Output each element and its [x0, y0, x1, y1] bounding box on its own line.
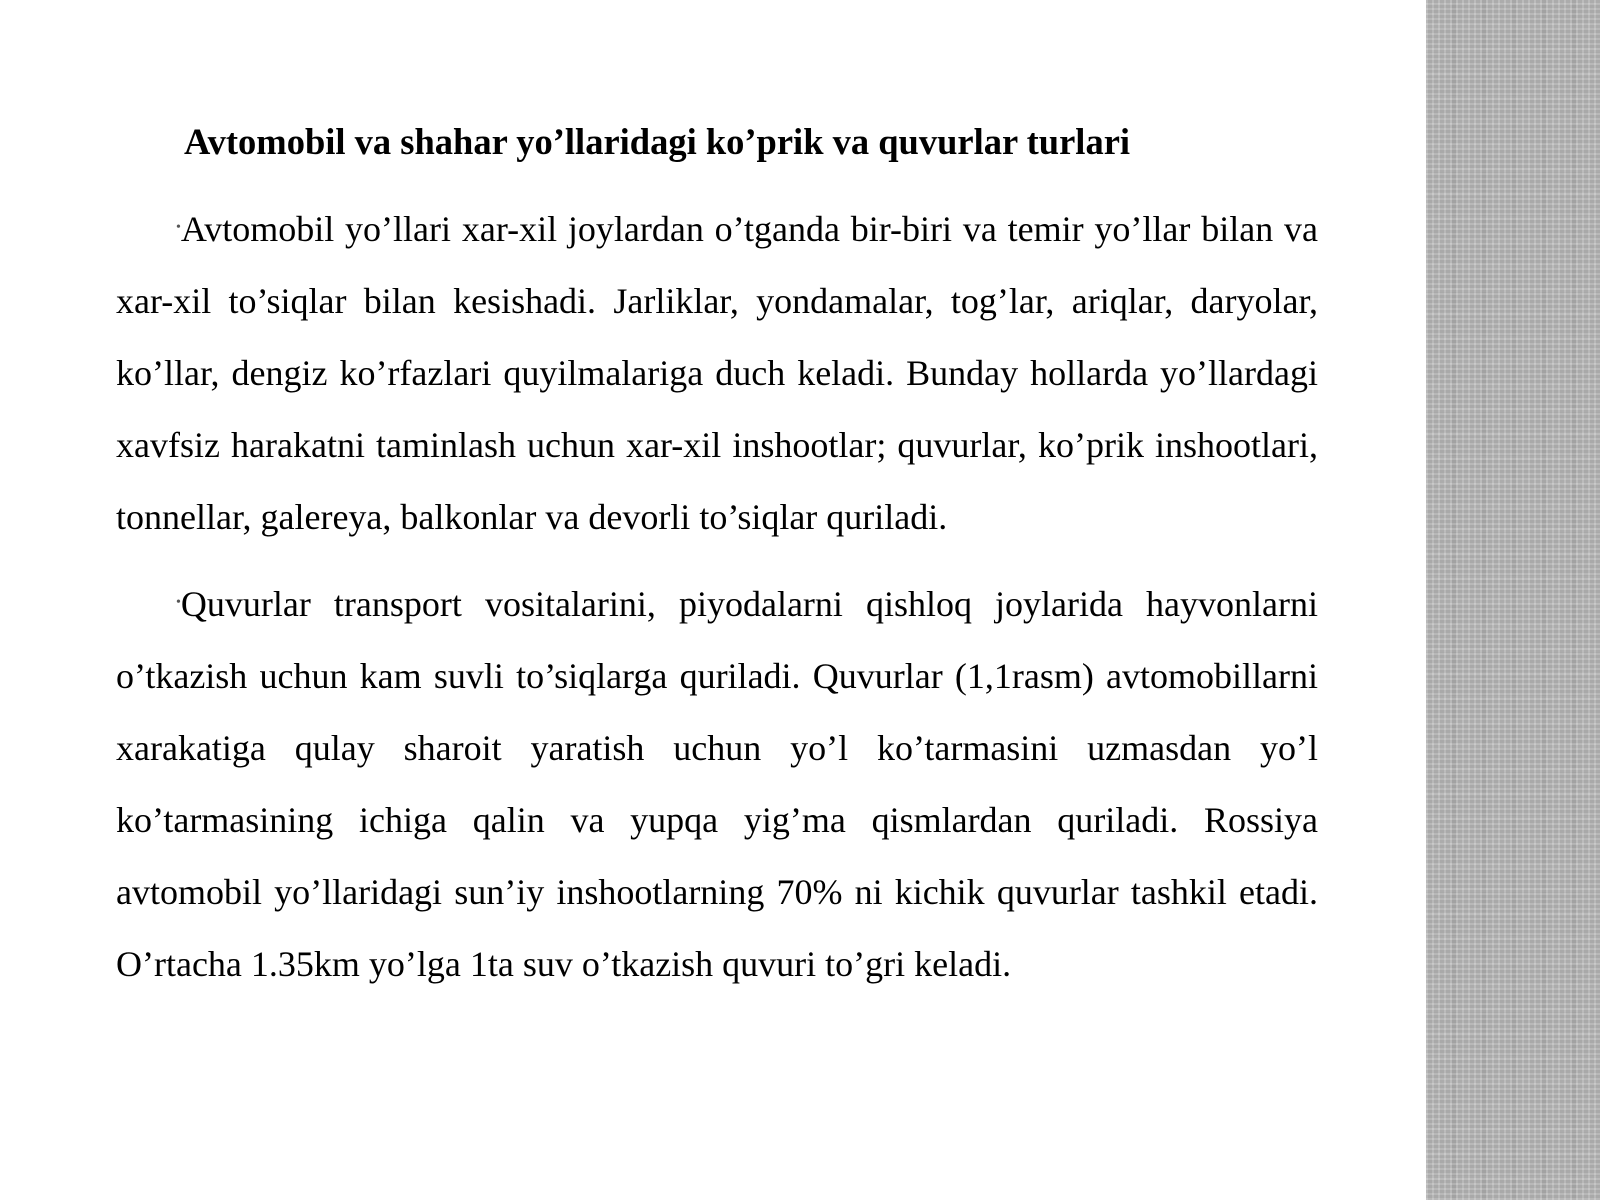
- decorative-side-panel: [1426, 0, 1600, 1200]
- bullet-icon: •: [176, 220, 181, 235]
- bullet-paragraph-1: [116, 192, 1318, 553]
- bullet-paragraph-2: [116, 567, 1318, 1000]
- slide-title: Avtomobil va shahar yo’llaridagi ko’prik va quvurlar turlari: [184, 121, 1131, 162]
- paragraph-text: Avtomobil yo’llari xar-xil joylardan o’tganda bir-biri va temir yo’llar bilan va xar-xil to’siqlar bilan kesishadi. Jarliklar, yondamalar, tog’lar, ariqlar, daryolar, ko’llar, dengiz ko’rfazlari quyilmalariga duch keladi. Bunday hollarda yo’llardagi xavfsiz harakatni taminlash uchun xar-xil inshootlar; quvurlar, ko’prik inshootlari, tonnellar, galereya, balkonlar va devorli to’siqlar quriladi.: [116, 209, 1318, 537]
- paragraph-text: Quvurlar transport vositalarini, piyodalarni qishloq joylarida hayvonlarni o’tkazish uchun kam suvli to’siqlarga quriladi. Quvurlar (1,1rasm) avtomobillarni xarakatiga qulay sharoit yaratish uchun yo’l ko’tarmasini uzmasdan yo’l ko’tarmasining ichiga qalin va yupqa yig’ma qismlardan quriladi. Rossiya avtomobil yo’llaridagi sun’iy inshootlarning 70% ni kichik quvurlar tashkil etadi. O’rtacha 1.35km yo’lga 1ta suv o’tkazish quvuri to’gri keladi.: [116, 584, 1318, 984]
- bullet-icon: •: [176, 595, 181, 610]
- slide-body: [116, 192, 1318, 1000]
